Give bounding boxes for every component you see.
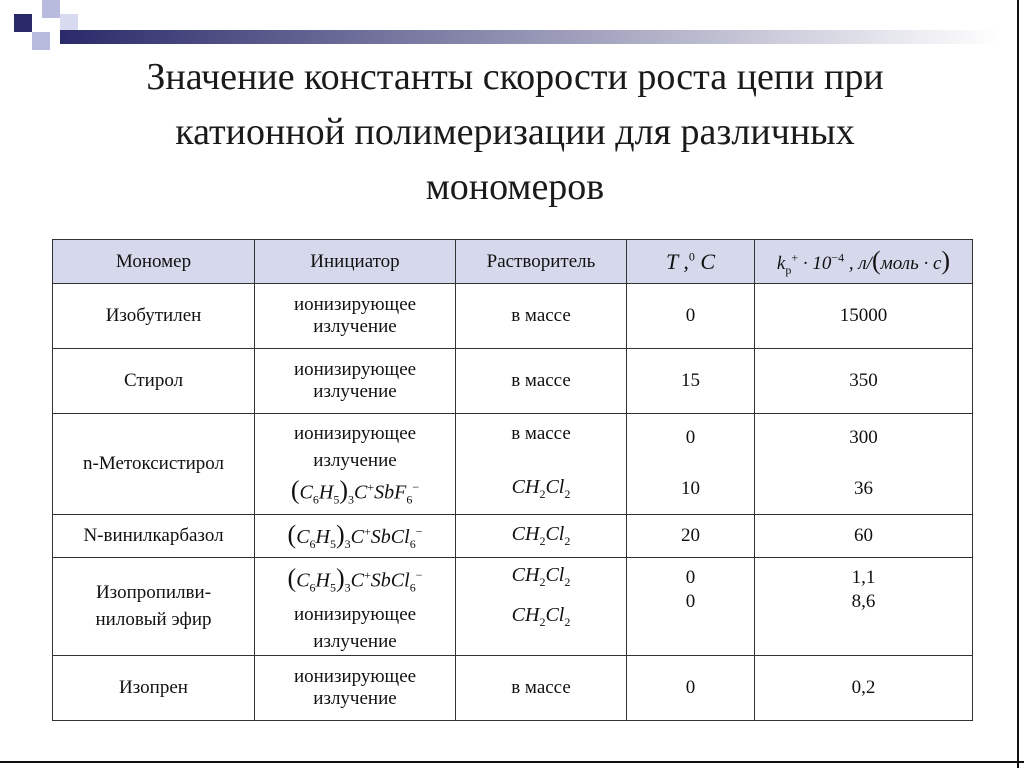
cell-monomer: Изопрен [53, 656, 255, 721]
deco-square [32, 32, 50, 50]
table-row [53, 656, 973, 721]
cell-monomer: n-Метоксистирол [53, 414, 255, 515]
temperature-value: 0 [685, 427, 696, 448]
table-row [53, 414, 973, 515]
table-header-row [53, 240, 973, 284]
rate-constant-table [52, 239, 973, 721]
cell-initiator: ионизирующее излучение [255, 284, 456, 349]
cell-rate-constant: 60 [755, 514, 973, 557]
deco-gradient-bar [60, 30, 1000, 44]
cell-solvent: в массе [456, 349, 627, 414]
rate-constant-value: 300 [849, 427, 878, 448]
rate-constant-value: 1,1 [851, 566, 876, 588]
cell-temperature: 0 [627, 284, 755, 349]
cell-solvent: в массе [456, 656, 627, 721]
title-line: мономеров [425, 166, 605, 208]
cell-solvent: в массе [456, 284, 627, 349]
slide-border-bottom [0, 761, 1024, 763]
solvent-formula: $CH_2Cl_2$ [511, 522, 571, 548]
cell-solvent [456, 514, 627, 557]
cell-rate-constant: 15000 [755, 284, 973, 349]
initiator-text: ионизирующее излучение [293, 423, 417, 471]
cell-monomer: N-винилкарбазол [53, 514, 255, 557]
cell-initiator [255, 557, 456, 656]
page-title [40, 50, 990, 215]
cell-initiator: ионизирующее излучение [255, 656, 456, 721]
cell-rate-constant: 350 [755, 349, 973, 414]
cell-solvent [456, 557, 627, 656]
title-line: Значение константы скорости роста цепи при [146, 56, 884, 98]
initiator-formula: $(C_6H_5)_3C^+SbCl_6^-$ [287, 563, 423, 595]
cell-temperature [627, 414, 755, 515]
cell-temperature: 15 [627, 349, 755, 414]
header-temperature: T ,$^0$ C [627, 240, 755, 284]
cell-rate-constant [755, 414, 973, 515]
cell-rate-constant: 0,2 [755, 656, 973, 721]
cell-temperature [627, 557, 755, 656]
title-line: катионной полимеризации для различных [175, 111, 855, 153]
solvent-formula: $CH_2Cl_2$ [511, 603, 571, 629]
initiator-formula: $(C_6H_5)_3C^+SbF_6^-$ [290, 475, 420, 507]
cell-monomer: Стирол [53, 349, 255, 414]
header-rate-constant: $k_p^+ \cdot 10^{-4}$ , л/(моль · с) [755, 240, 973, 284]
monomer-line: Изопропилви- [95, 582, 212, 604]
header-initiator: Инициатор [255, 240, 456, 284]
cell-solvent [456, 414, 627, 515]
cell-temperature: 0 [627, 656, 755, 721]
cell-monomer [53, 557, 255, 656]
solvent-formula: $CH_2Cl_2$ [511, 476, 571, 501]
table-row [53, 557, 973, 656]
cell-initiator: ионизирующее излучение [255, 349, 456, 414]
cell-initiator [255, 414, 456, 515]
cell-monomer: Изобутилен [53, 284, 255, 349]
header-monomer: Мономер [53, 240, 255, 284]
initiator-text: ионизирующее излучение [293, 604, 417, 653]
solvent-formula: $CH_2Cl_2$ [511, 563, 571, 589]
monomer-line: ниловый эфир [95, 609, 212, 631]
solvent-text: в массе [511, 423, 571, 444]
deco-square [14, 14, 32, 32]
temperature-value: 0 [685, 566, 696, 588]
temperature-value: 10 [681, 478, 700, 499]
deco-square [42, 0, 60, 18]
rate-constant-value: 36 [854, 478, 873, 499]
initiator-formula: $(C_6H_5)_3C^+SbCl_6^-$ [287, 519, 423, 551]
slide-border-right [1017, 0, 1019, 768]
header-solvent: Растворитель [456, 240, 627, 284]
cell-initiator [255, 514, 456, 557]
rate-constant-value: 8,6 [851, 590, 876, 612]
temperature-value: 0 [685, 590, 696, 612]
table-row [53, 514, 973, 557]
deco-square [60, 14, 78, 32]
cell-rate-constant [755, 557, 973, 656]
cell-temperature: 20 [627, 514, 755, 557]
table-row [53, 284, 973, 349]
table-row [53, 349, 973, 414]
